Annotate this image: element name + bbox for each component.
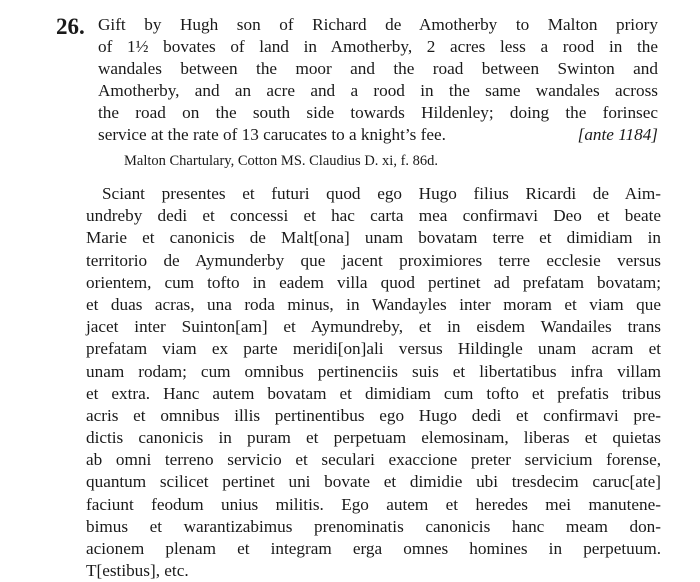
charter-text xyxy=(86,183,661,582)
summary-line: service at the rate of 13 carucates to a knight’s fee. xyxy=(98,125,446,144)
charter-line: et duas acras, una roda minus, in Wandayles inter moram et viam que xyxy=(86,294,661,314)
charter-line: unam rodam; cum omnibus pertinenciis suis et libertatibus infra villam xyxy=(86,361,661,381)
entry-number: 26. xyxy=(56,14,85,39)
charter-line: undreby dedi et concessi et hac carta mea confirmavi Deo et beate xyxy=(86,206,661,226)
charter-line: acionem plenam et integram erga omnes homines in perpetuum. xyxy=(86,539,661,558)
summary-line: Gift by Hugh son of Richard de Amotherby to Malton priory xyxy=(98,15,658,34)
summary-line: of 1½ bovates of land in Amotherby, 2 acres less a rood in the xyxy=(98,37,658,56)
charter-line: Marie et canonicis de Malt[ona] unam bovatam terre et dimidiam in xyxy=(86,228,661,248)
entry-summary xyxy=(98,14,658,146)
charter-line: jacet inter Suinton[am] et Aymundreby, et in eisdem Wandailes trans xyxy=(86,317,661,337)
summary-line: the road on the south side towards Hildenley; doing the forinsec xyxy=(98,103,658,122)
charter-line: et extra. Hanc autem bovatam et dimidiam cum tofto et prefatis tribus xyxy=(86,383,661,403)
charter-line: quantum scilicet pertinet uni bovate et dimidie ubi tresdecim caruc[ate] xyxy=(86,472,661,492)
charter-line: bimus et warantizabimus prenominatis canonicis hanc meam don- xyxy=(86,516,661,536)
date-note: [ante 1184] xyxy=(577,125,658,144)
charter-line: orientem, cum tofto in eadem villa quod pertinet ad prefatam bovatam; xyxy=(86,272,661,292)
summary-line: wandales between the moor and the road between Swinton and xyxy=(98,59,658,78)
charter-line: prefatam viam ex parte meridi[on]ali versus Hildingle unam acram et xyxy=(86,339,661,359)
charter-line: faciunt feodum unius militis. Ego autem et heredes mei manutene- xyxy=(86,494,661,514)
charter-line: ab omni terreno servicio et seculari exaccione preter servicium forense, xyxy=(86,450,661,470)
charter-line: acris et omnibus illis pertinentibus ego Hugo dedi et confirmavi pre- xyxy=(86,405,661,425)
summary-last-line xyxy=(98,124,658,146)
charter-line: dictis canonicis in puram et perpetuam elemosinam, liberas et quietas xyxy=(86,428,661,448)
source-citation: Malton Chartulary, Cotton MS. Claudius D. xi, f. 86d. xyxy=(124,153,439,169)
charter-line: T[estibus], etc. xyxy=(86,561,189,581)
summary-line: Amotherby, and an acre and a rood in the same wandales across xyxy=(98,81,658,100)
charter-line: Sciant presentes et futuri quod ego Hugo filius Ricardi de Aim- xyxy=(102,184,661,203)
charter-line: territorio de Aymunderby que jacent proximiores terre ecclesie versus xyxy=(86,250,661,270)
